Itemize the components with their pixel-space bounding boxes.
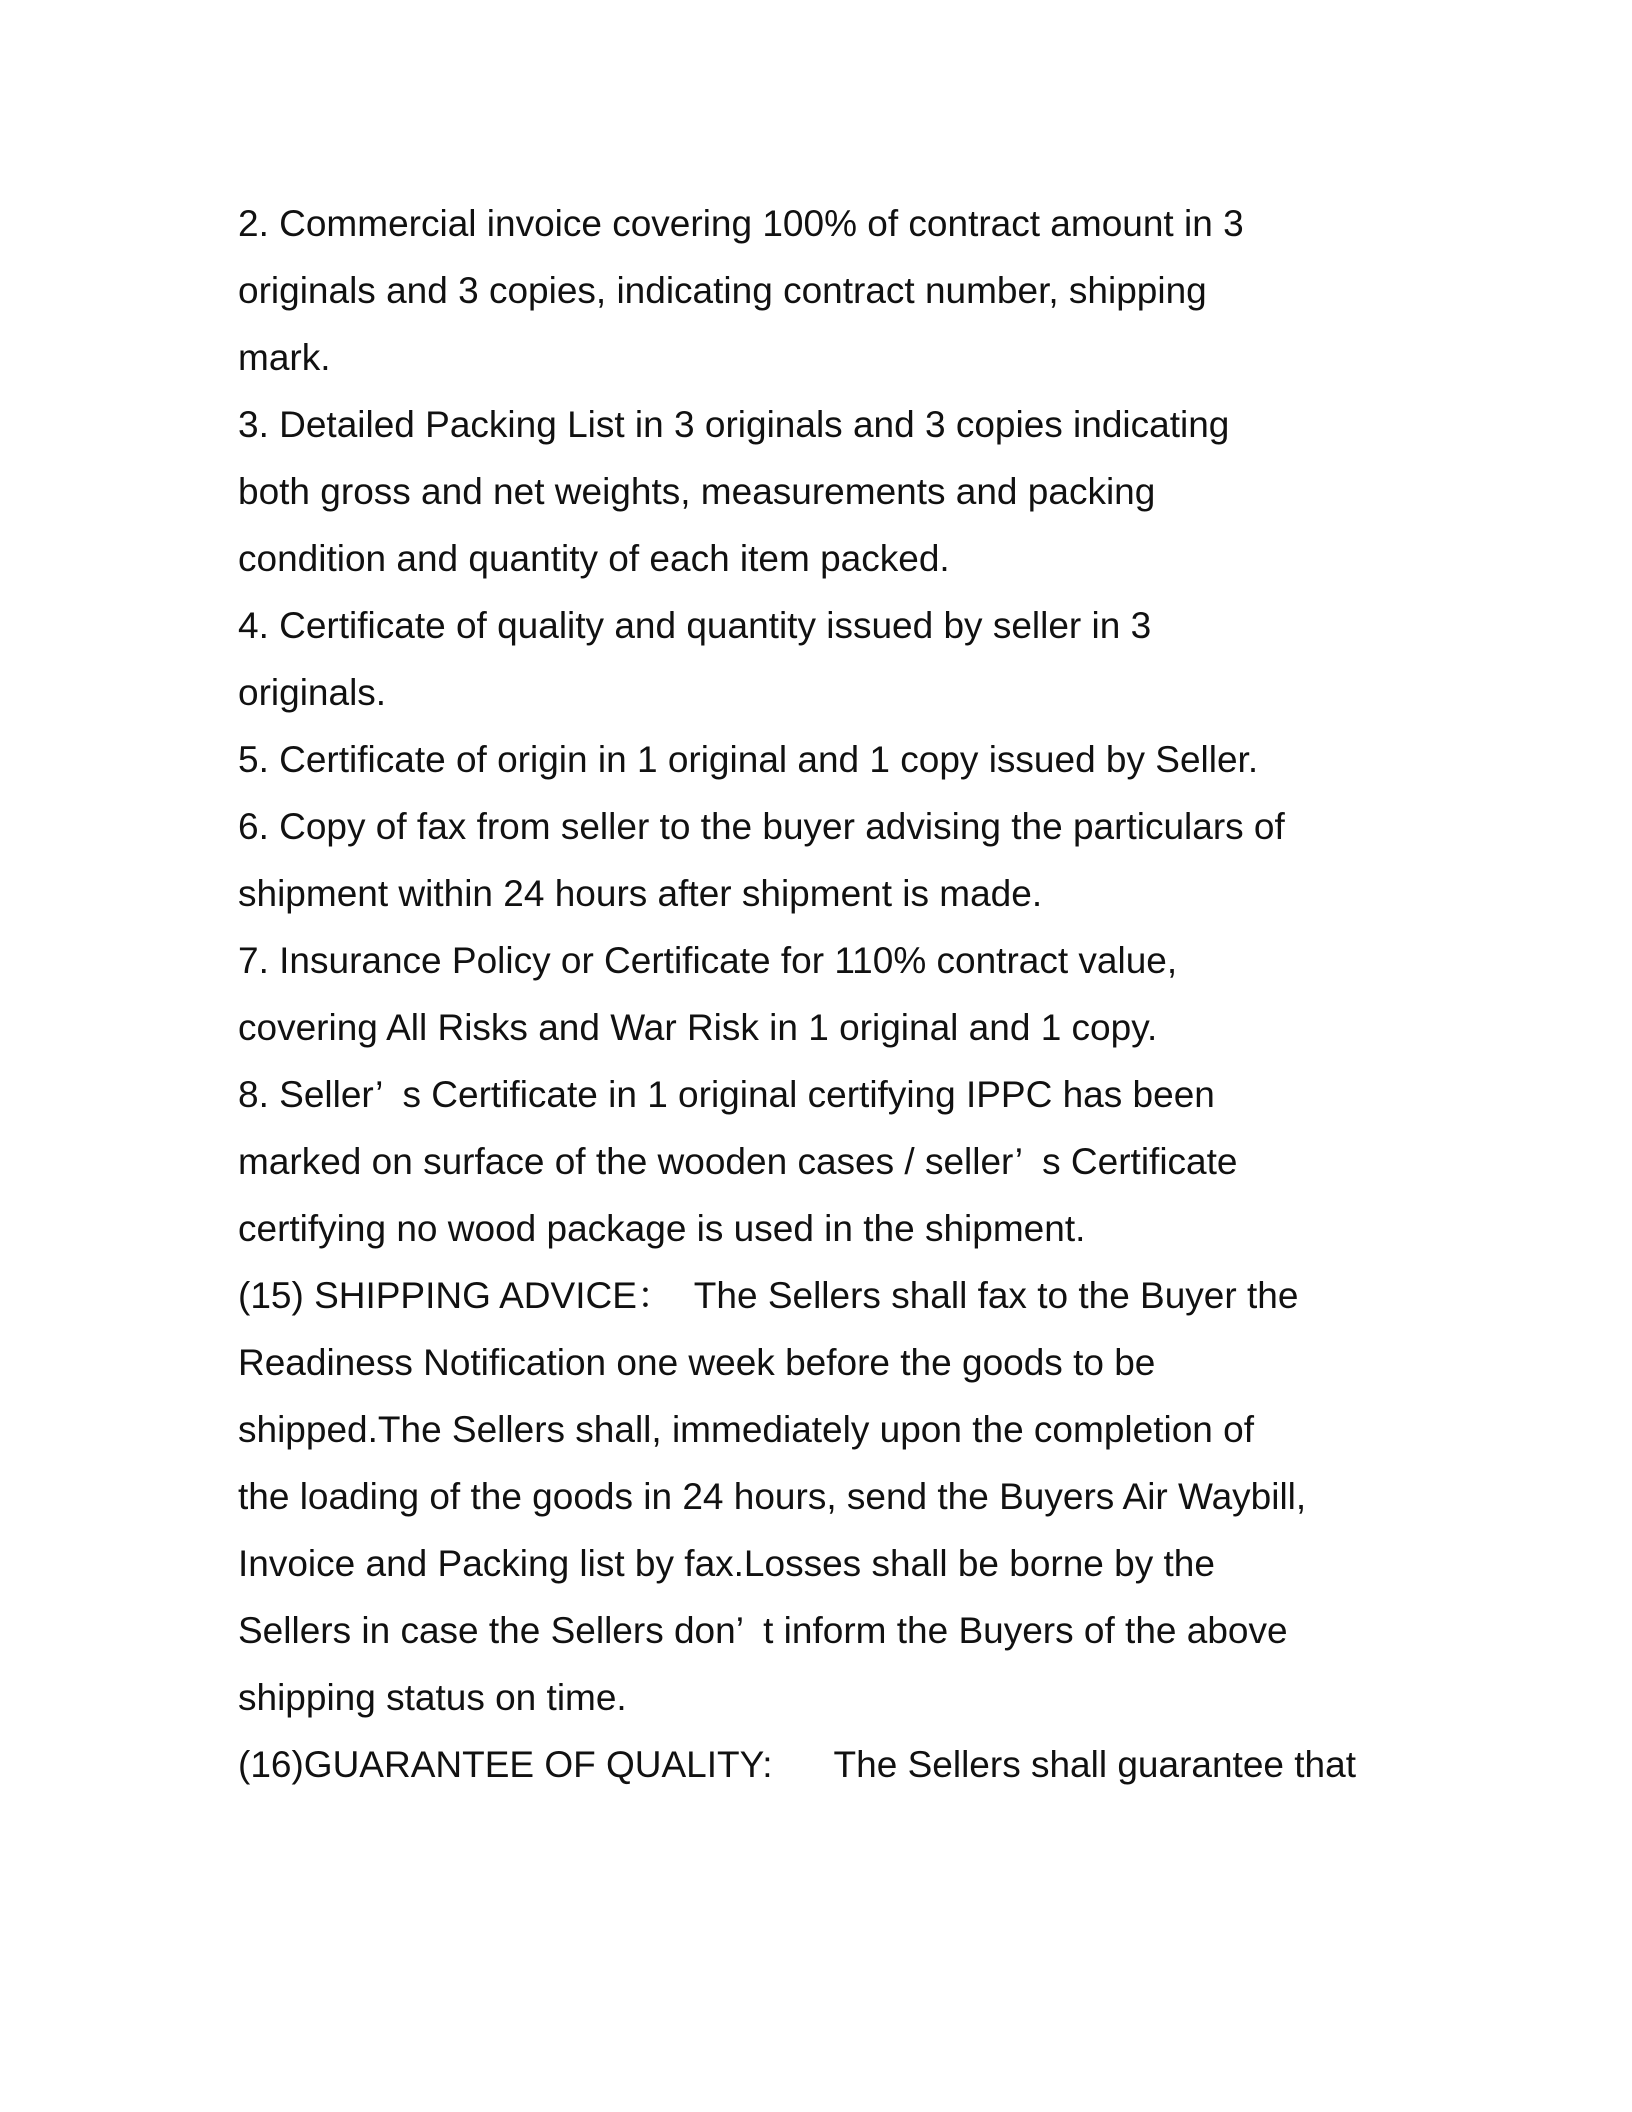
document-body bbox=[238, 190, 1398, 1798]
text-line: shipped.The Sellers shall, immediately upon the completion of bbox=[238, 1409, 1255, 1450]
text-line: Readiness Notification one week before the goods to be bbox=[238, 1342, 1156, 1383]
text-line: shipping status on time. bbox=[238, 1677, 627, 1718]
text-line: 4. Certificate of quality and quantity issued by seller in 3 bbox=[238, 605, 1152, 646]
text-line: Sellers in case the Sellers don’ t inform the Buyers of the above bbox=[238, 1610, 1288, 1651]
text-line: 2. Commercial invoice covering 100% of contract amount in 3 bbox=[238, 203, 1244, 244]
text-line: originals and 3 copies, indicating contract number, shipping bbox=[238, 270, 1207, 311]
text-line: condition and quantity of each item packed. bbox=[238, 538, 950, 579]
text-line: shipment within 24 hours after shipment is made. bbox=[238, 873, 1043, 914]
text-line: 6. Copy of fax from seller to the buyer advising the particulars of bbox=[238, 806, 1285, 847]
text-line: covering All Risks and War Risk in 1 original and 1 copy. bbox=[238, 1007, 1158, 1048]
text-line: Invoice and Packing list by fax.Losses shall be borne by the bbox=[238, 1543, 1215, 1584]
text-line: 8. Seller’ s Certificate in 1 original certifying IPPC has been bbox=[238, 1074, 1215, 1115]
text-line: both gross and net weights, measurements and packing bbox=[238, 471, 1156, 512]
text-line: 5. Certificate of origin in 1 original and 1 copy issued by Seller. bbox=[238, 739, 1259, 780]
text-line: mark. bbox=[238, 337, 331, 378]
text-line: marked on surface of the wooden cases / seller’ s Certificate bbox=[238, 1141, 1238, 1182]
text-line: 3. Detailed Packing List in 3 originals and 3 copies indicating bbox=[238, 404, 1230, 445]
text-line: (16)GUARANTEE OF QUALITY: The Sellers shall guarantee that bbox=[238, 1744, 1356, 1785]
text-line: 7. Insurance Policy or Certificate for 110% contract value, bbox=[238, 940, 1178, 981]
text-line: originals. bbox=[238, 672, 387, 713]
text-line: certifying no wood package is used in the shipment. bbox=[238, 1208, 1086, 1249]
text-line: (15) SHIPPING ADVICE： The Sellers shall fax to the Buyer the bbox=[238, 1275, 1299, 1316]
text-line: the loading of the goods in 24 hours, send the Buyers Air Waybill, bbox=[238, 1476, 1307, 1517]
